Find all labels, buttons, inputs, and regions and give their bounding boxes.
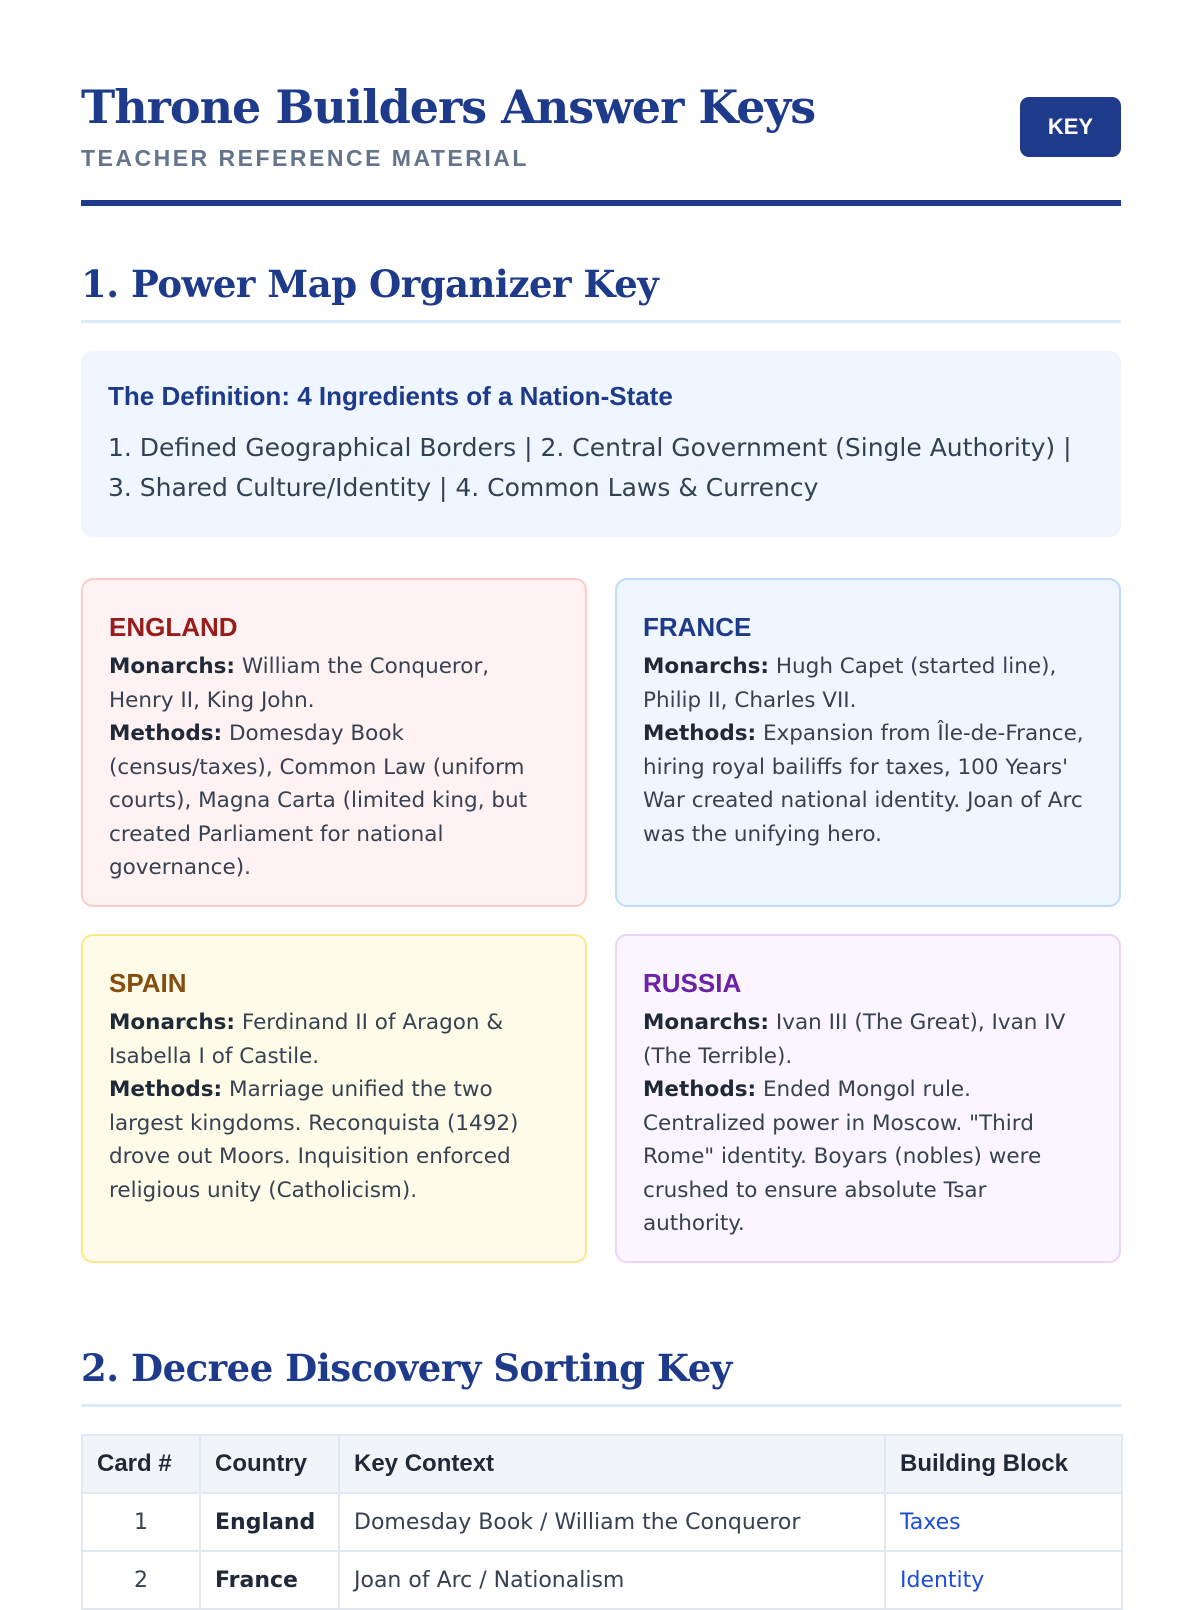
key-badge: KEY: [1020, 97, 1121, 157]
section-1-divider: [81, 320, 1121, 323]
methods-value: Ended Mongol rule. Centralized power in Moscow. "Third Rome" identity. Boyars (nobles) were crushed to ensure absolute Tsar authority.: [643, 1077, 1042, 1236]
card-number: 1: [82, 1493, 200, 1551]
table-header-row: [82, 1435, 1122, 1493]
country-details: [643, 1006, 1093, 1241]
country-name: RUSSIA: [643, 968, 742, 998]
methods-label: Methods:: [643, 721, 757, 746]
page-title: Throne Builders Answer Keys: [81, 80, 816, 134]
building-block-cell: Identity: [885, 1551, 1122, 1609]
country-details: [109, 650, 559, 885]
monarchs-value: Ferdinand II of Aragon & Isabella I of Castile.: [109, 1010, 504, 1069]
table-row: [82, 1551, 1122, 1609]
monarchs-label: Monarchs:: [643, 1010, 770, 1035]
country-card-england: [81, 578, 587, 907]
monarchs-label: Monarchs:: [643, 654, 770, 679]
methods-label: Methods:: [109, 1077, 223, 1102]
country-card-russia: [615, 934, 1121, 1263]
answer-key-page: [81, 0, 1121, 1593]
country-cell: France: [200, 1551, 339, 1609]
section-1-title: 1. Power Map Organizer Key: [81, 262, 659, 306]
section-2-title: 2. Decree Discovery Sorting Key: [81, 1346, 732, 1390]
methods-label: Methods:: [109, 721, 223, 746]
country-details: [643, 650, 1093, 851]
country-name: ENGLAND: [109, 612, 238, 642]
context-cell: Joan of Arc / Nationalism: [339, 1551, 885, 1609]
country-cell: England: [200, 1493, 339, 1551]
methods-value: Marriage unified the two largest kingdoms. Reconquista (1492) drove out Moors. Inquisition enforced religious unity (Catholicism).: [109, 1077, 519, 1203]
sorting-key-table: [81, 1434, 1123, 1610]
page-header: [81, 0, 1121, 208]
monarchs-value: Hugh Capet (started line), Philip II, Charles VII.: [643, 654, 1057, 713]
monarchs-value: William the Conqueror, Henry II, King John.: [109, 654, 490, 713]
column-header: Card #: [82, 1435, 200, 1493]
country-name: FRANCE: [643, 612, 752, 642]
definition-box: [81, 351, 1121, 537]
methods-value: Expansion from Île-de-France, hiring royal bailiffs for taxes, 100 Years' War created national identity. Joan of Arc was the unifying hero.: [643, 721, 1084, 847]
monarchs-label: Monarchs:: [109, 654, 236, 679]
page-subtitle: TEACHER REFERENCE MATERIAL: [81, 145, 529, 171]
section-2-divider: [81, 1404, 1121, 1407]
country-card-spain: [81, 934, 587, 1263]
monarchs-value: Ivan III (The Great), Ivan IV (The Terrible).: [643, 1010, 1066, 1069]
monarchs-label: Monarchs:: [109, 1010, 236, 1035]
column-header: Country: [200, 1435, 339, 1493]
country-name: SPAIN: [109, 968, 187, 998]
table-row: [82, 1493, 1122, 1551]
column-header: Building Block: [885, 1435, 1122, 1493]
country-card-france: [615, 578, 1121, 907]
column-header: Key Context: [339, 1435, 885, 1493]
definition-heading: The Definition: 4 Ingredients of a Nation-State: [108, 381, 673, 411]
methods-label: Methods:: [643, 1077, 757, 1102]
building-block-cell: Taxes: [885, 1493, 1122, 1551]
header-divider: [81, 200, 1121, 206]
country-details: [109, 1006, 559, 1207]
context-cell: Domesday Book / William the Conqueror: [339, 1493, 885, 1551]
methods-value: Domesday Book (census/taxes), Common Law (uniform courts), Magna Carta (limited king, but created Parliament for national governance).: [109, 721, 528, 880]
card-number: 2: [82, 1551, 200, 1609]
definition-text: 1. Defined Geographical Borders | 2. Central Government (Single Authority) | 3. Shared Culture/Identity | 4. Common Laws & Currency: [108, 433, 1072, 502]
